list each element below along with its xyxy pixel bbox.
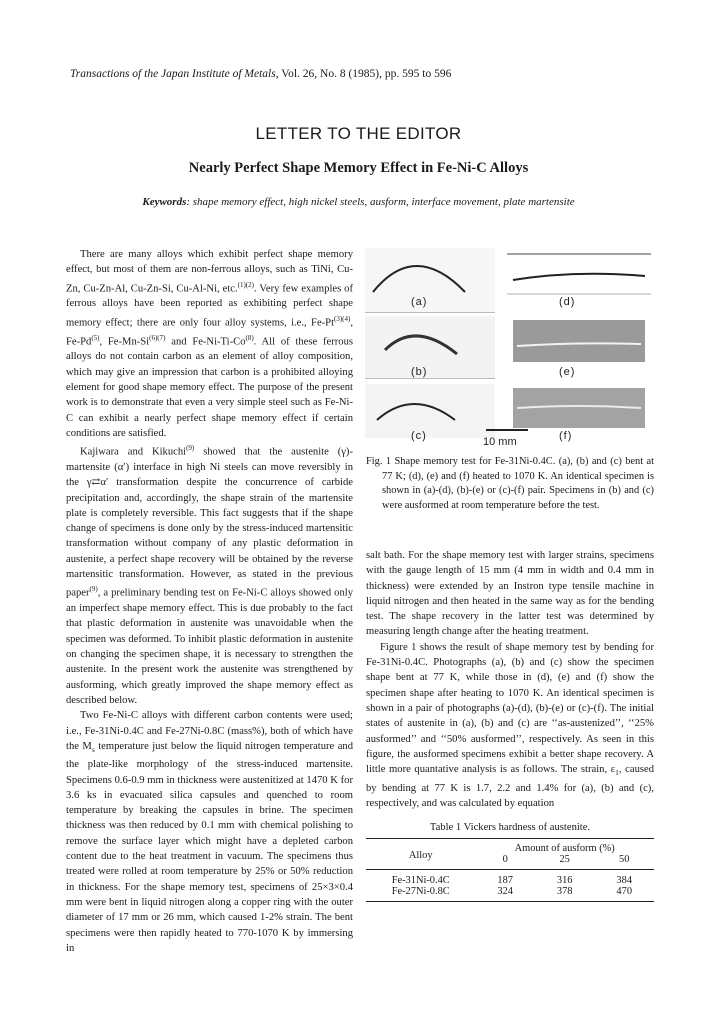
text-run: showed that the austenite (γ)-martensite (α′) interface in high Ni steels can move reversibly in the γ⇄α′ transformation despite the concurrence of carbide precipitation and, accordingly, the shape strain of the martensite plate is completely reversible. This fact suggests that if the shape change of specimens is done only by the stress-induced martensitic transformation without company of any plastic deformation in austenite, a perfect shape recovery will be obtained by the reverse martensitic transformation. However, as stated in the previous paper <box>66 446 353 599</box>
table-title: Table 1 Vickers hardness of austenite. <box>429 822 591 833</box>
reference: (5) <box>91 333 100 342</box>
scale-label: 10 mm <box>483 436 517 448</box>
recovered-specimen-d-icon <box>505 252 653 296</box>
text-run: , a preliminary bending test on Fe-Ni-C alloys showed only an imperfect shape memory effect. This is due probably to the fact that plastic deformation in austenite was unavoidable when the specimen was deformed. To inhibit plastic deformation in austenite on changing the specimen shape, it is necessary to strengthen the austenite. In the present work the austenite was strengthened by ausforming, which greatly improved the shape memory effect as described below. <box>66 587 353 706</box>
keywords-sep: : <box>186 196 191 208</box>
photo-panel-f <box>513 388 645 428</box>
photo-panel-b <box>365 316 495 379</box>
paragraph <box>66 708 353 956</box>
reference: (9) <box>89 585 98 594</box>
bent-specimen-c-icon <box>365 384 495 430</box>
text-run: There are many alloys which exhibit perfect shape memory effect, but most of them are non-ferrous alloys, such as TiNi, Cu-Zn, Cu-Zn-Al, Cu-Zn-Si, Cu-Al-Ni, etc. <box>66 249 353 295</box>
left-column <box>66 247 353 956</box>
cell-value: 324 <box>497 886 513 897</box>
keywords-text: shape memory effect, high nickel steels, ausform, interface movement, plate martensite <box>192 196 575 208</box>
text-run: , caused by bending at 77 K is 1.7, 2.2 and 1.4% for (a), (b) and (c), respectively, and was calculated by equation <box>366 764 654 809</box>
journal-citation <box>70 68 451 80</box>
reference: (3)(4) <box>334 314 351 323</box>
section-label: LETTER TO THE EDITOR <box>255 124 462 143</box>
cell-value: 378 <box>556 886 573 897</box>
keywords-label: Keywords <box>142 196 187 208</box>
reference: (8) <box>245 333 254 342</box>
photo-panel-e <box>513 320 645 362</box>
col-0: 0 <box>502 854 508 865</box>
text-run: and Fe-Ni-Ti-Co <box>165 336 246 348</box>
scale-bar-icon <box>485 426 529 434</box>
paragraph <box>66 441 353 708</box>
photo-panel-c <box>365 384 495 438</box>
keywords-line <box>0 196 717 208</box>
paragraph <box>66 247 353 441</box>
paragraph: salt bath. For the shape memory test with larger strains, specimens with the gauge length of 15 mm (4 mm in width and 0.4 mm in thickness) were extended by an Instron type tensile machine in liquid nitrogen and then heated in the same way as for the bending test. The shape recovery in the latter test was determined by measuring length change after the heating treatment. <box>366 550 654 638</box>
photo-panel-a <box>365 248 495 313</box>
article-title: Nearly Perfect Shape Memory Effect in Fe-Ni-C Alloys <box>188 160 529 176</box>
photo-panel-d <box>505 252 653 296</box>
subscript: s <box>91 744 95 754</box>
col-50: 50 <box>619 854 630 865</box>
citation-details: , Vol. 26, No. 8 (1985), pp. 595 to 596 <box>275 68 452 80</box>
table-row <box>366 870 654 887</box>
col-alloy: Alloy <box>366 839 475 870</box>
text-run: Figure 1 shows the result of shape memory test by bending for Fe-31Ni-0.4C. Photographs (a), (b) and (c) show the specimen shape bent at 77 K, while those in (d), (e) and (f) show the specimen shape after heating to 1070 K. An identical specimen is shown in a pair of photographs (a)-(d), (b)-(e) or (c)-(f). The initial states of austenite in (a), (b) and (c) are ‘‘as-austenized’’, ‘‘25% ausformed’’ and ‘‘50% ausformed’’, respectively. As seen in this figure, the ausformed specimens exhibit a better shape recovery. A little more quantative analysis is as follows. The strain, ε <box>366 641 654 776</box>
cell-value: 316 <box>556 875 573 886</box>
panel-label-e: (e) <box>559 366 576 378</box>
bent-specimen-a-icon <box>365 248 495 298</box>
text-run: , Fe-Pd <box>66 317 353 348</box>
col-25: 25 <box>559 854 570 865</box>
text-run: , Fe-Mn-Si <box>99 336 150 348</box>
figure-caption <box>366 455 654 513</box>
paragraph <box>366 640 654 811</box>
panel-label-b: (b) <box>411 366 428 378</box>
journal-name: Transactions of the Japan Institute of Metals <box>70 68 276 80</box>
cell-value: 187 <box>497 875 513 886</box>
figure-1 <box>365 248 657 458</box>
caption-text: Fig. 1 Shape memory test for Fe-31Ni-0.4C. (a), (b) and (c) bent at 77 K; (d), (e) and (f) heated to 1070 K. An identical specimen is shown in (a)-(d), (b)-(e) or (c)-(f) pair. Specimens in (b) and (c) were ausformed at room temperature before the test. <box>366 456 654 511</box>
subscript: 1 <box>615 768 619 778</box>
cell-alloy: Fe-31Ni-0.4C <box>391 875 450 886</box>
cell-value: 470 <box>616 886 633 897</box>
text-run: Kajiwara and Kikuchi <box>80 446 187 458</box>
right-column <box>366 548 654 811</box>
text-run: Two Fe-Ni-C alloys with different carbon contents were used; i.e., Fe-31Ni-0.4C and Fe-27Ni-0.8C (mass%), both of which have the M <box>66 710 353 752</box>
text-run: . Very few examples of ferrous alloys have been reported as exhibiting perfect shape memory effect; there are only four alloy systems, i.e., Fe-Pt <box>66 283 354 329</box>
panel-label-f: (f) <box>559 430 573 442</box>
recovered-specimen-e-icon <box>513 320 645 362</box>
text-run: . All of these ferrous alloys do not contain carbon as an element of alloy composition, which may give an impression that carbon is a prohibited alloying element for good shape memory effect. The purpose of the present work is to demonstrate that even a very simple steel such as Fe-Ni-C can exhibit a nearly perfect shape memory effect if certain conditions are satisfied. <box>66 336 353 439</box>
text-run: temperature just below the liquid nitrogen temperature and the plate-like morphology of the stress-induced martensite. Specimens 0.6-0.9 mm in thickness were austenitized at 1470 K for 3.6 ks in evacuated silica capsules and quenched to room temperature by breaking the capsules in brine. The specimen thickness was then reduced by 0.1 mm with chemical polishing to remove the surface layer which might have a depleted carbon content due to the heat treatment in vacuum. The specimens thus treated were rolled at room temperature by 25% or 50% reduction in thickness. For the shape memory test, specimens of 25×3×0.4 mm were bent in liquid nitrogen along a copper ring with the outer diameter of 17 mm or 26 mm, which caused 1-2% strain. The bent specimens were then rapidly heated to 770-1070 K by immersing in <box>66 740 353 954</box>
col-group: Amount of ausform (%) <box>514 843 615 854</box>
bent-specimen-b-icon <box>365 316 495 362</box>
reference: (6)(7) <box>149 333 166 342</box>
panel-label-a: (a) <box>411 296 428 308</box>
table-header-row <box>366 839 654 855</box>
table-row <box>366 886 654 902</box>
reference: (9) <box>186 444 195 453</box>
panel-label-c: (c) <box>411 430 427 442</box>
cell-alloy: Fe-27Ni-0.8C <box>391 886 450 897</box>
recovered-specimen-f-icon <box>513 388 645 428</box>
panel-label-d: (d) <box>559 296 576 308</box>
cell-value: 384 <box>616 875 633 886</box>
reference: (1)(2) <box>237 280 254 289</box>
hardness-table <box>366 838 654 902</box>
